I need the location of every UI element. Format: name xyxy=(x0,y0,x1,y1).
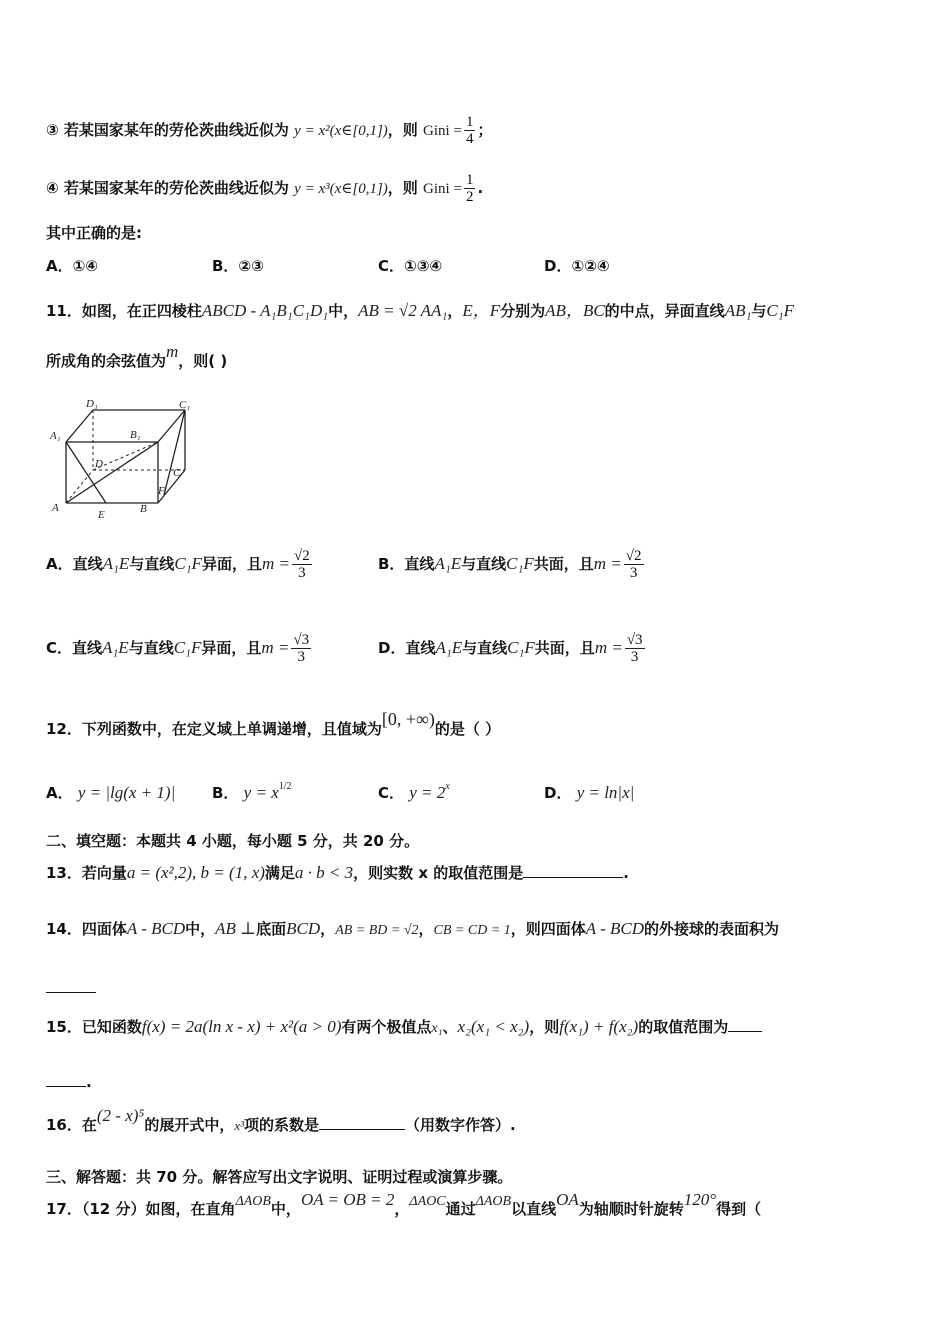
fig-label-d: D xyxy=(95,458,103,470)
q14: 14．四面体A - BCD中，AB ⊥底面BCD，AB = BD = √2，CB = CD = 1，则四面体A - BCD的外接球的表面积为 xyxy=(46,919,780,938)
q13-answer-blank[interactable] xyxy=(523,863,623,878)
q10-item4: ④ 若某国家某年的劳伦茨曲线近似为 y = x³(x∈[0,1])，则 Gini = $\frac{1}{2}$ . xyxy=(46,172,484,205)
q12-option-d[interactable]: D． y = ln|x| xyxy=(544,783,635,802)
fig-label-b: B xyxy=(140,503,147,515)
section-3-heading: 三、解答题：共 70 分。解答应写出文字说明、证明过程或演算步骤。 xyxy=(46,1168,513,1186)
prism-figure xyxy=(48,395,191,521)
q15: 15．已知函数f(x) = 2a(ln x - x) + x²(a > 0)有两个极值点x₁、x₂(x₁ < x₂)，则f(x₁) + f(x₂)的取值范围为 xyxy=(46,1016,762,1037)
q16: 16．在(2 - x)⁵的展开式中，x³项的系数是 （用数字作答）. xyxy=(46,1106,516,1134)
q14-answer-blank[interactable] xyxy=(46,978,96,993)
fig-label-d1: D₁ xyxy=(86,398,98,410)
q10-item3: ③ 若某国家某年的劳伦茨曲线近似为 y = x²(x∈[0,1])，则 Gini = $\frac{1}{4}$ ； xyxy=(46,114,493,147)
q12-stem: 12．下列函数中，在定义域上单调递增，且值域为[0, +∞)的是（ ） xyxy=(46,709,501,738)
q10-option-d[interactable]: D．①②④ xyxy=(544,257,610,275)
q12-option-c[interactable]: C． $y = 2^x$ xyxy=(378,781,450,802)
q12-option-b[interactable]: B． $y = x^{1/2}$ xyxy=(212,781,292,802)
fig-label-f: F xyxy=(158,485,165,497)
fig-label-a1: A₁ xyxy=(50,430,61,442)
q16-answer-blank[interactable] xyxy=(319,1115,405,1130)
q10-option-c[interactable]: C．①③④ xyxy=(378,257,443,275)
q10-option-b[interactable]: B．②③ xyxy=(212,257,264,275)
fig-label-c: C xyxy=(173,467,181,479)
section-2-heading: 二、填空题：本题共 4 小题，每小题 5 分，共 20 分。 xyxy=(46,832,420,850)
q14-answer-line xyxy=(46,978,96,997)
q11-option-a[interactable]: A．直线A₁E与直线C₁F异面，且m = $\frac{√2}{3}$ xyxy=(46,548,310,581)
q11-option-c[interactable]: C．直线A₁E与直线C₁F异面，且m = $\frac{√3}{3}$ xyxy=(46,632,310,665)
fig-label-b1: B₁ xyxy=(130,429,141,441)
q15-answer-blank-2[interactable] xyxy=(46,1072,86,1087)
q15-answer-blank[interactable] xyxy=(728,1017,762,1032)
q10-item4-fraction: $\frac{1}{2}$ xyxy=(465,172,474,205)
q10-item3-formula: y = x²(x∈[0,1]) xyxy=(294,123,388,139)
q11-option-d[interactable]: D．直线A₁E与直线C₁F共面，且m = $\frac{√3}{3}$ xyxy=(378,632,643,665)
q17: 17．（12 分）如图，在直角ΔAOB中，OA = OB = 2，ΔAOC通过ΔAOB以直线OA为轴顺时针旋转120°得到（ xyxy=(46,1190,762,1218)
q15-answer-line: . xyxy=(46,1072,92,1091)
q12-option-a[interactable]: A． y = |lg(x + 1)| xyxy=(46,783,176,802)
fig-label-a: A xyxy=(52,502,59,514)
q13: 13．若向量a = (x²,2), b = (1, x)满足a · b < 3，则实数 x 的取值范围是 . xyxy=(46,863,629,882)
q11-option-b[interactable]: B．直线A₁E与直线C₁F共面，且m = $\frac{√2}{3}$ xyxy=(378,548,642,581)
q10-item4-formula: y = x³(x∈[0,1]) xyxy=(294,181,388,197)
fig-label-e: E xyxy=(98,509,105,521)
q11-stem: 11．如图，在正四棱柱ABCD - A₁B₁C₁D₁中，AB = √2 AA₁，E，F分别为AB，BC的中点，异面直线AB₁与C₁F xyxy=(46,301,795,320)
fig-label-c1: C₁ xyxy=(179,399,191,411)
q10-option-a[interactable]: A．①④ xyxy=(46,257,99,275)
q11-stem-line2: 所成角的余弦值为m，则( ) xyxy=(46,342,228,370)
q10-question: 其中正确的是: xyxy=(46,224,142,242)
q10-item3-fraction: $\frac{1}{4}$ xyxy=(465,114,474,147)
